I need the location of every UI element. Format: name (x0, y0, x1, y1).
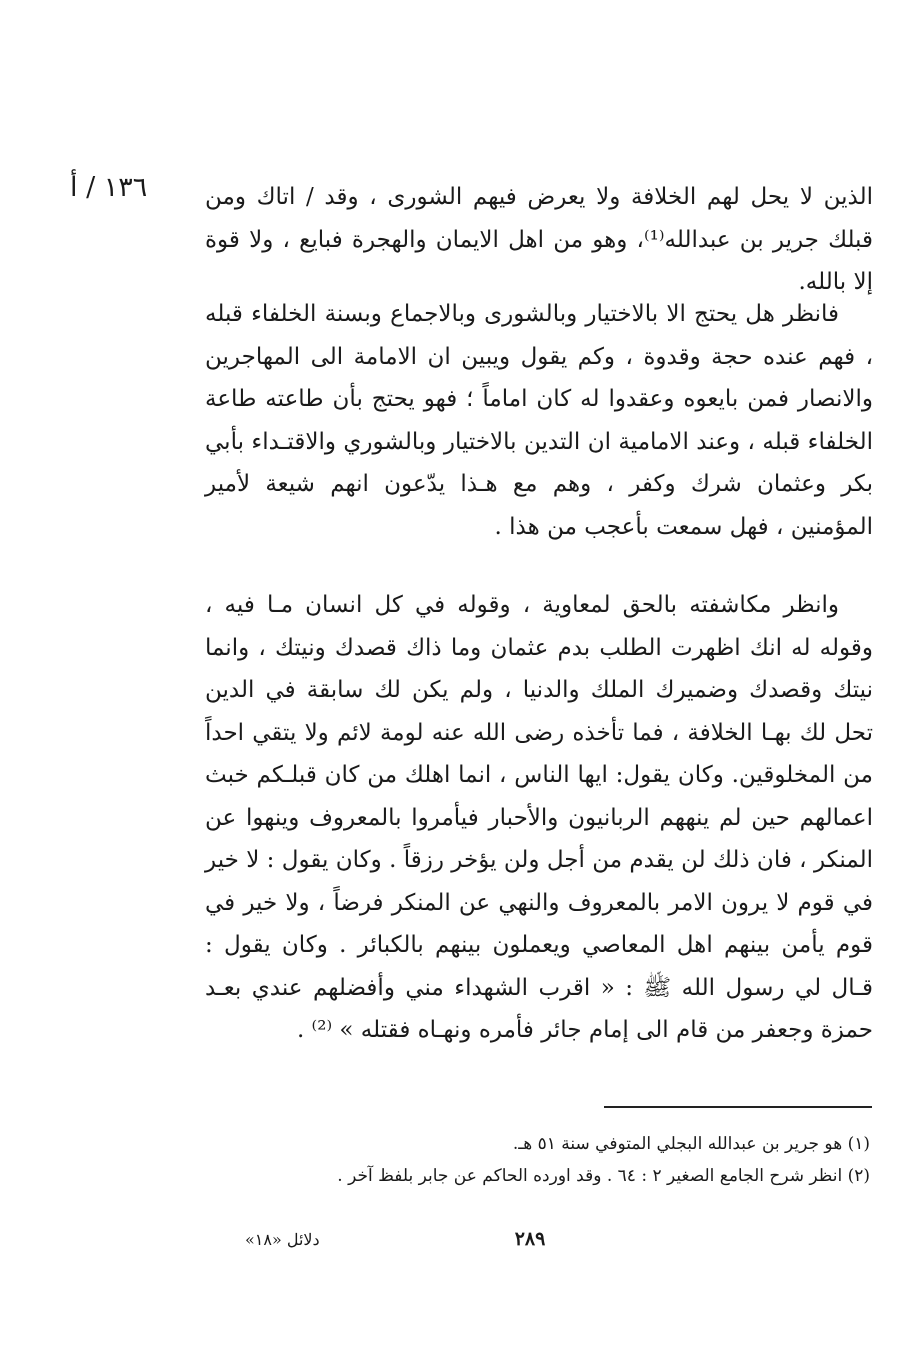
footnote-1: (١) هو جرير بن عبدالله البجلي المتوفي سنة ٥١ هـ. (512, 1134, 870, 1154)
paragraph-3: وانظر مكاشفته بالحق لمعاوية ، وقوله في كل انسان مـا فيه ، وقوله له انك اظهرت الطلب بدم عثمان وما ذاك قصدك ونيتك ، وانما نيتك وقصدك وضميرك الملك والدنيا ، ولم يكن لك سابقة في الدين تحل لك بهـا الخلافة ، فما تأخذه رضى الله عنه لومة لائم ولا يتقي احداً من المخلوقين. وكان يقول: ايها الناس ، انما اهلك من كان قبلـكم خبث اعمالهم حين لم ينههم الربانيون والأحبار فيأمروا بالمعروف وينهوا عن المنكر ، فان ذلك لن يقدم من أجل ولن يؤخر رزقاً . وكان يقول : لا خير في قوم لا يرون الامر بالمعروف والنهي عن المنكر فرضاً ، ولا خير في قوم يأمن بينهم اهل المعاصي ويعملون بينهم بالكبائر . وكان يقول : قـال لي رسول الله ﷺ : « اقرب الشهداء مني وأفضلهم عندي بعـد حمزة وجعفر من قام الى إمام جائر فأمره ونهـاه فقتله » ⁽²⁾ . (205, 592, 873, 1043)
page-number: ٢٨٩ (514, 1228, 546, 1250)
paragraph-1: الذين لا يحل لهم الخلافة ولا يعرض فيهم الشورى ، وقد / اتاك ومن قبلك جرير بن عبدالله⁽¹⁾، وهو من اهل الايمان والهجرة فبايع ، ولا قوة إلا بالله. (205, 184, 873, 295)
footnotes (250, 1128, 870, 1192)
signature-mark: دلائل «١٨» (245, 1230, 320, 1249)
footnote-2: (٢) انظر شرح الجامع الصغير ٢ : ٦٤ . وقد اورده الحاكم عن جابر بلفظ آخر . (337, 1166, 870, 1186)
paragraph-2: فانظر هل يحتج الا بالاختيار وبالشورى وبالاجماع وبسنة الخلفاء قبله ، فهم عنده حجة وقدوة ، وكم يقول ويبين ان الامامة الى المهاجرين والانصار فمن بايعوه وعقدوا له كان اماماً ؛ فهو يحتج بأن طاعته طاعة الخلفاء قبله ، وعند الامامية ان التدين بالاختيار وبالشوري والاقتـداء بأبي بكر وعثمان شرك وكفر ، وهم مع هـذا يدّعون انهم شيعة لأمير المؤمنين ، فهل سمعت بأعجب من هذا . (205, 301, 873, 540)
footnote-divider (604, 1106, 872, 1108)
folio-marker: ١٣٦ / أ (70, 172, 148, 203)
